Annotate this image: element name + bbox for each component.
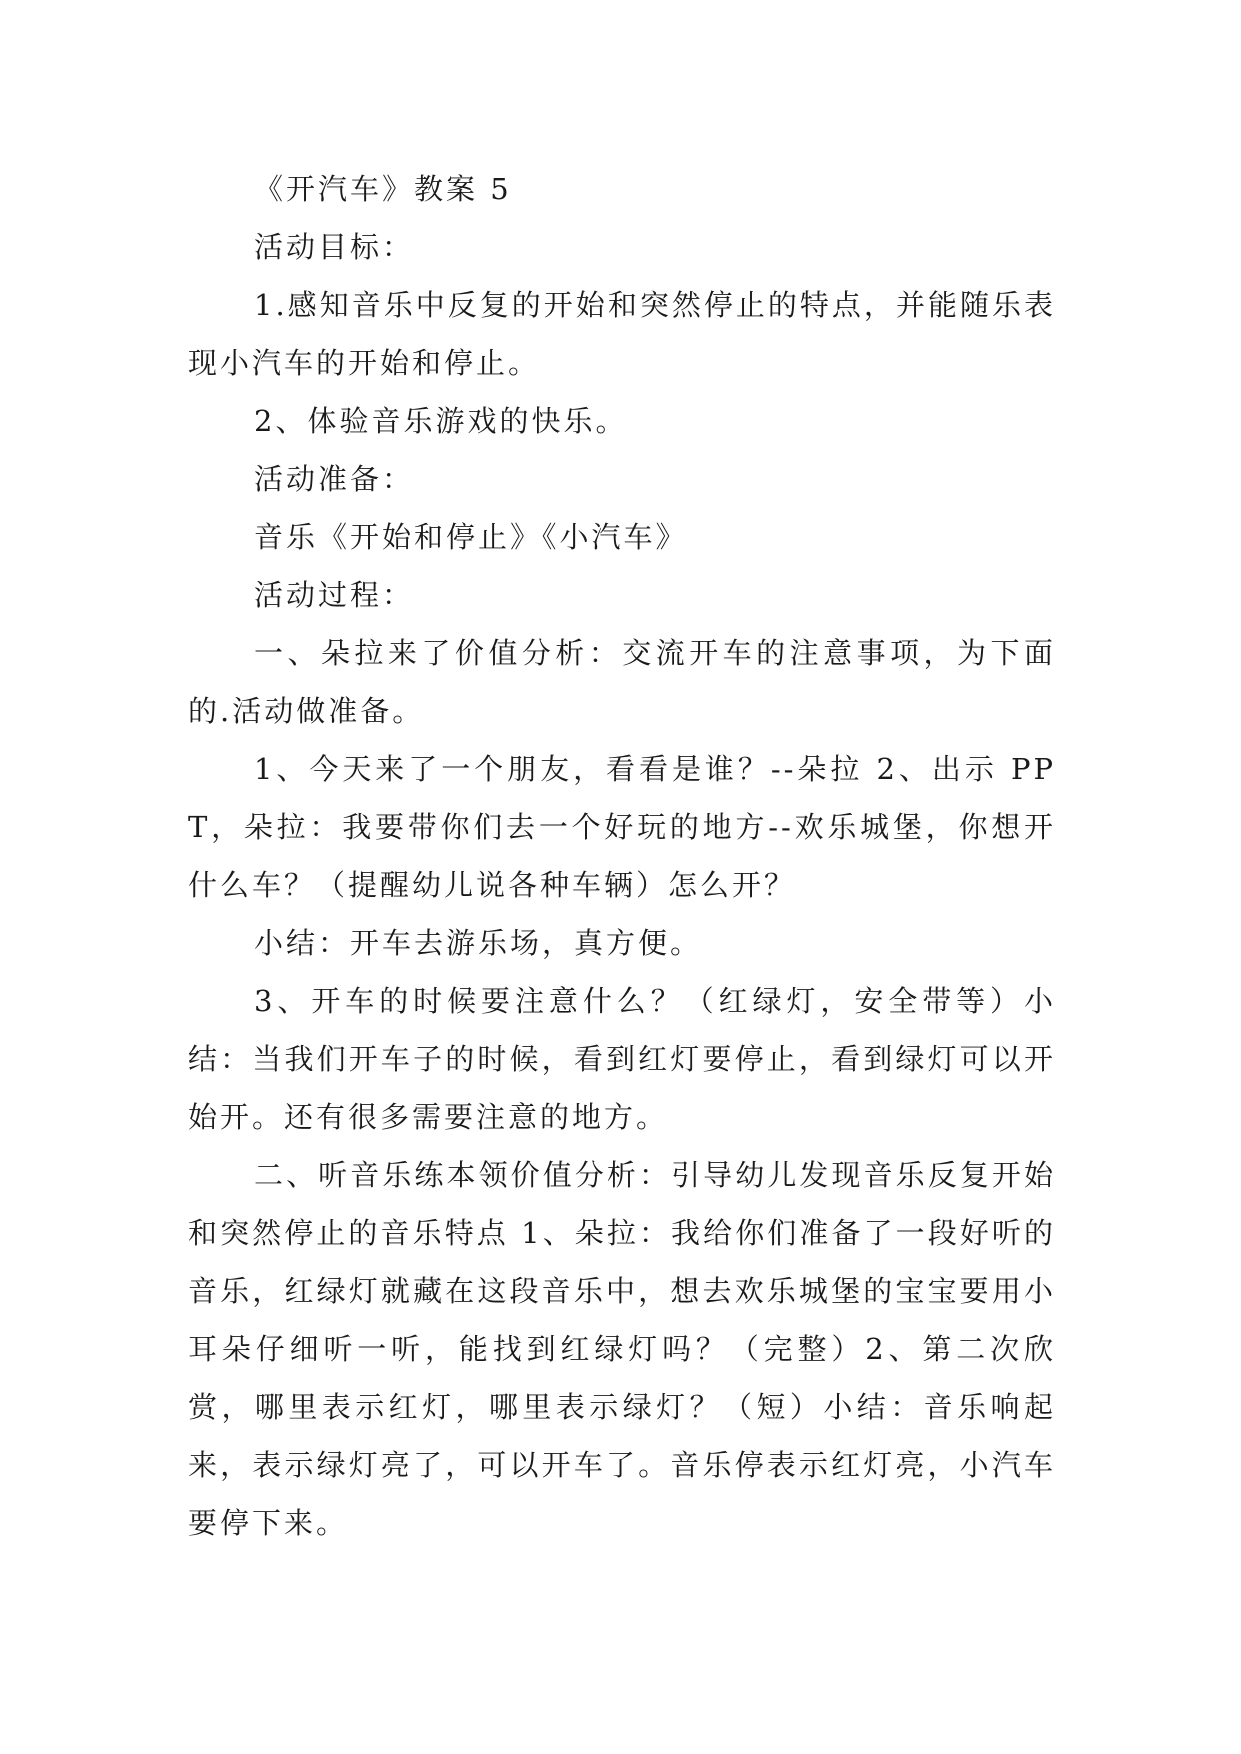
paragraph-section-one: 一、朵拉来了价值分析：交流开车的注意事项，为下面的.活动做准备。 [188,636,1056,728]
paragraph-summary-1: 小结：开车去游乐场，真方便。 [254,926,703,960]
paragraph-section-two: 二、听音乐练本领价值分析：引导幼儿发现音乐反复开始和突然停止的音乐特点 1、朵拉：我给你们准备了一段好听的音乐，红绿灯就藏在这段音乐中，想去欢乐城堡的宝宝要用小耳朵仔细听一听，能找到红绿灯吗？（完整）2、第二次欣赏，哪里表示红灯，哪里表示绿灯？（短）小结：音乐响起来，表示绿灯亮了，可以开车了。音乐停表示红灯亮，小汽车要停下来。 [188,1158,1056,1540]
paragraph-process-heading: 活动过程： [254,578,415,612]
paragraph-goal-heading: 活动目标： [254,230,415,264]
paragraph-step-1-2: 1、今天来了一个朋友，看看是谁？--朵拉 2、出示 PPT，朵拉：我要带你们去一个好玩的地方--欢乐城堡，你想开什么车？（提醒幼儿说各种车辆）怎么开？ [188,752,1056,902]
paragraph-step-3: 3、开车的时候要注意什么？（红绿灯，安全带等）小结：当我们开车子的时候，看到红灯要停止，看到绿灯可以开始开。还有很多需要注意的地方。 [188,984,1056,1134]
paragraph-prep-heading: 活动准备： [254,462,415,496]
paragraph-goal-2: 2、体验音乐游戏的快乐。 [254,404,628,438]
document-body [188,160,1056,1552]
paragraph-goal-1: 1.感知音乐中反复的开始和突然停止的特点，并能随乐表现小汽车的开始和停止。 [188,288,1056,380]
document-title: 《开汽车》教案 5 [254,172,512,206]
paragraph-prep-music: 音乐《开始和停止》《小汽车》 [254,520,688,554]
